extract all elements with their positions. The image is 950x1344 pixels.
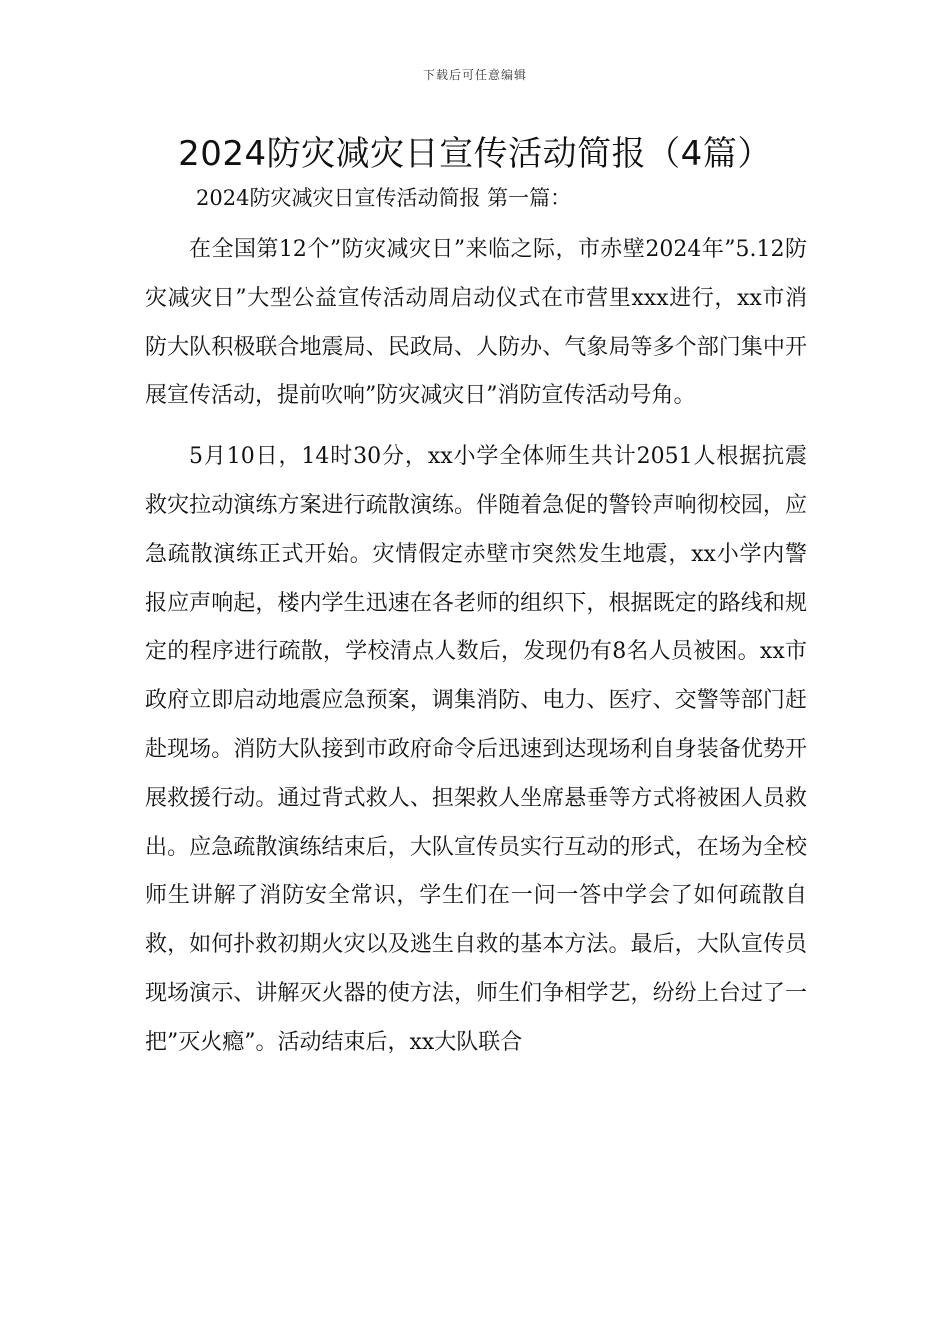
paragraph-1: 在全国第12个”防灾减灾日”来临之际，市赤壁2024年”5.12防灾减灾日”大型公益宣传活动周启动仪式在市营里xxx进行，xx市消防大队积极联合地震局、民政局、人防办、气象局等多个部门集中开展宣传活动，提前吹响”防灾减灾日”消防宣传活动号角。 (145, 237, 807, 409)
paragraph-2: 5月10日，14时30分，xx小学全体师生共计2051人根据抗震救灾拉动演练方案进行疏散演练。伴随着急促的警铃声响彻校园，应急疏散演练正式开始。灾情假定赤壁市突然发生地震，xx小学内警报应声响起，楼内学生迅速在各老师的组织下，根据既定的路线和规定的程序进行疏散，学校清点人数后，发现仍有8名人员被困。xx市政府立即启动地震应急预案，调集消防、电力、医疗、交警等部门赶赴现场。消防大队接到市政府命令后迅速到达现场利自身装备优势开展救援行动。通过背式救人、担架救人坐席悬垂等方式将被困人员救出。应急疏散演练结束后，大队宣传员实行互动的形式，在场为全校师生讲解了消防安全常识，学生们在一问一答中学会了如何疏散自救，如何扑救初期火灾以及逃生自救的基本方法。最后，大队宣传员现场演示、讲解灭火器的使方法，师生们争相学艺，纷纷上台过了一把”灭火瘾”。活动结束后，xx大队联合 (145, 444, 807, 1055)
header-note: 下载后可任意编辑 (422, 68, 527, 82)
document-title: 2024防灾减灾日宣传活动简报（4篇） (178, 134, 772, 174)
section-subtitle: 2024防灾减灾日宣传活动简报 第一篇： (196, 186, 572, 210)
document-body (145, 226, 807, 1068)
